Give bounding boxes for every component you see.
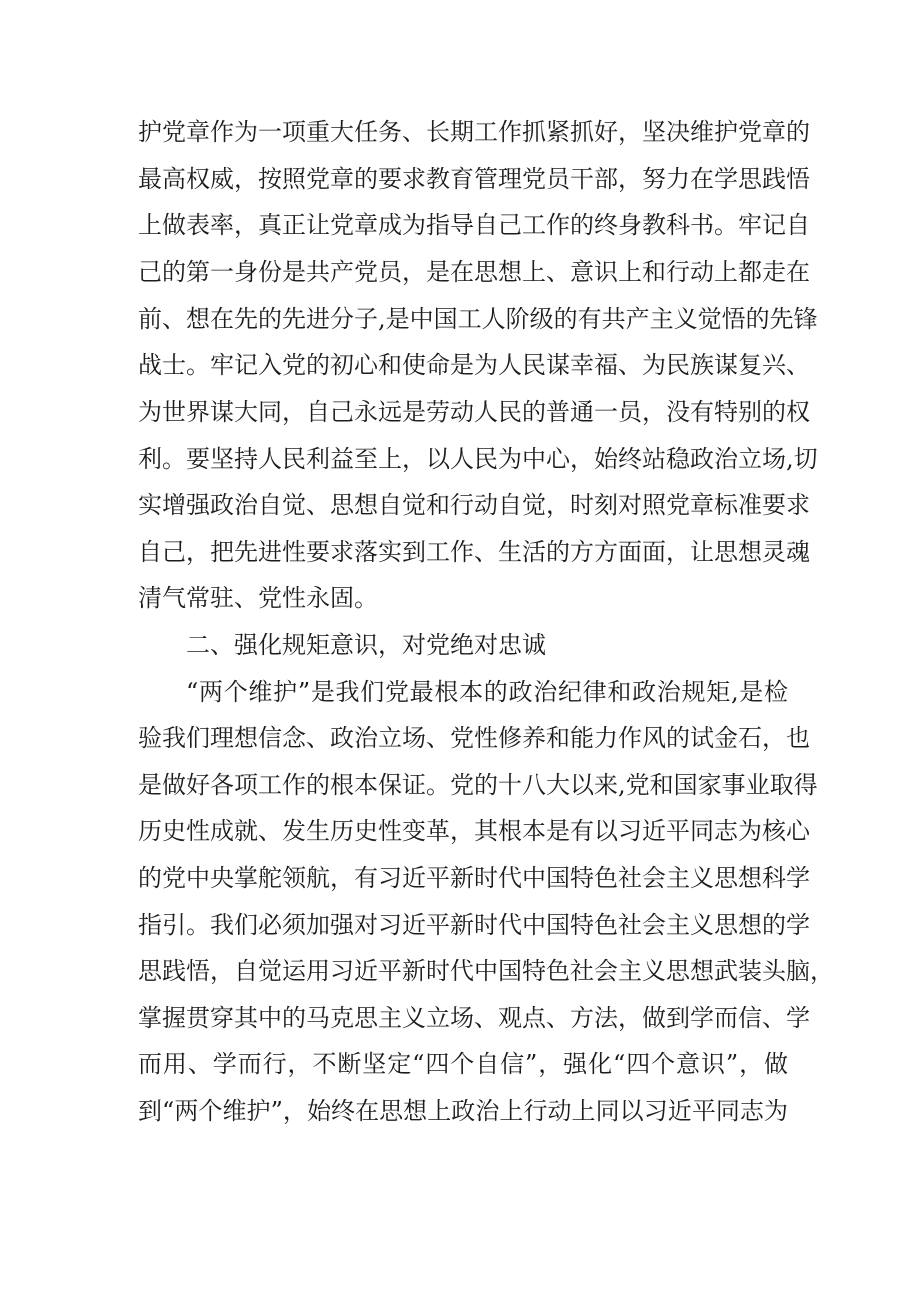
paragraph-1-line: 利。要坚持人民利益至上，以人民为中心，始终站稳政治立场,切: [138, 445, 818, 473]
paragraph-1-line: 己的第一身份是共产党员，是在思想上、意识上和行动上都走在: [138, 258, 810, 286]
paragraph-2-line: 的党中央掌舵领航，有习近平新时代中国特色社会主义思想科学: [138, 864, 810, 892]
paragraph-1-line: 实增强政治自觉、思想自觉和行动自觉，时刻对照党章标准要求: [138, 491, 810, 519]
paragraph-1-last-line: 清气常驻、党性永固。: [138, 584, 378, 612]
paragraph-2-line: 掌握贯穿其中的马克思主义立场、观点、方法，做到学而信、学: [138, 1004, 810, 1032]
paragraph-2-line: 而用、学而行，不断坚定“四个自信”，强化“四个意识”，做: [138, 1050, 788, 1078]
paragraph-1-line: 上做表率，真正让党章成为指导自己工作的终身教科书。牢记自: [138, 211, 810, 239]
paragraph-2-line: 思践悟，自觉运用习近平新时代中国特色社会主义思想武装头脑，: [138, 957, 834, 985]
paragraph-2-line: 是做好各项工作的根本保证。党的十八大以来,党和国家事业取得: [138, 771, 818, 799]
paragraph-1-line: 自己，把先进性要求落实到工作、生活的方方面面，让思想灵魂: [138, 538, 810, 566]
paragraph-2-line: 到“两个维护”，始终在思想上政治上行动上同以习近平同志为: [138, 1097, 788, 1125]
paragraph-2-first-line: “两个维护”是我们党最根本的政治纪律和政治规矩,是检: [186, 678, 788, 706]
paragraph-2-line: 验我们理想信念、政治立场、党性修养和能力作风的试金石，也: [138, 724, 810, 752]
paragraph-1-line: 护党章作为一项重大任务、长期工作抓紧抓好，坚决维护党章的: [138, 118, 810, 146]
paragraph-2-line: 历史性成就、发生历史性变革，其根本是有以习近平同志为核心: [138, 817, 810, 845]
section-heading: 二、强化规矩意识，对党绝对忠诚: [186, 631, 546, 659]
paragraph-2-line: 指引。我们必须加强对习近平新时代中国特色社会主义思想的学: [138, 911, 810, 939]
paragraph-1-line: 战士。牢记入党的初心和使命是为人民谋幸福、为民族谋复兴、: [138, 351, 810, 379]
paragraph-1-line: 前、想在先的先进分子,是中国工人阶级的有共产主义觉悟的先锋: [138, 305, 818, 333]
paragraph-1-line: 为世界谋大同，自己永远是劳动人民的普通一员，没有特别的权: [138, 398, 810, 426]
paragraph-1-line: 最高权威，按照党章的要求教育管理党员干部，努力在学思践悟: [138, 165, 810, 193]
